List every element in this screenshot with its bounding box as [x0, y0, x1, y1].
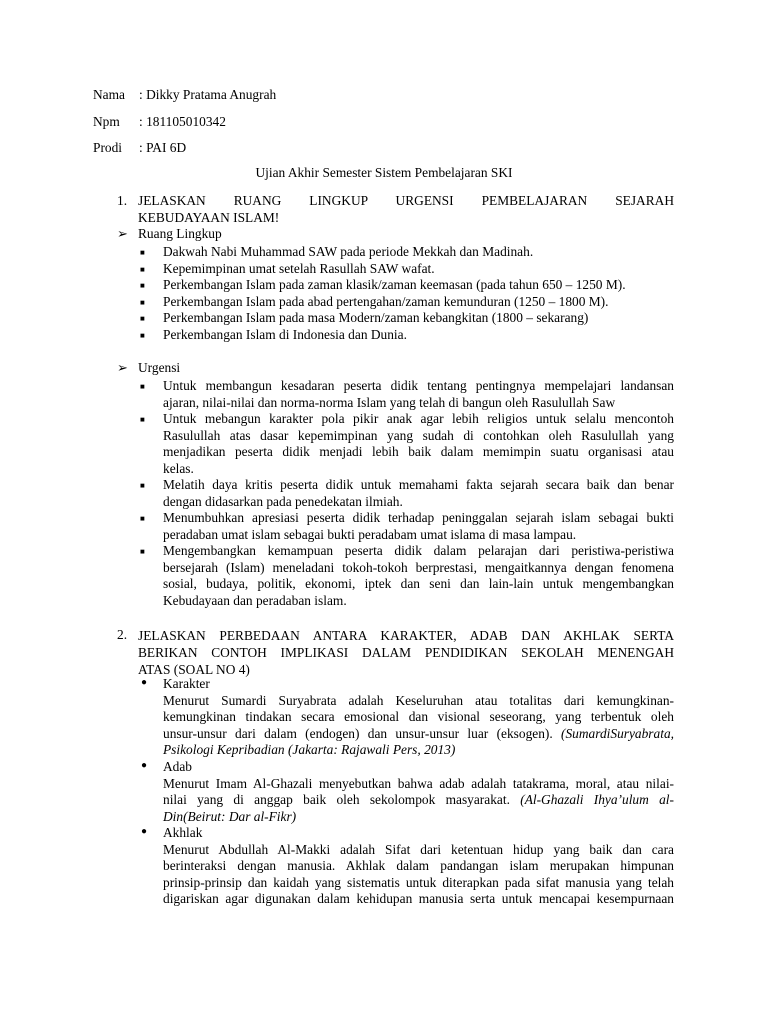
karakter-heading: Karakter	[163, 676, 210, 691]
question-2-line: BERIKAN CONTOH IMPLIKASI DALAM PENDIDIKAN SEKOLAH MENENGAH	[138, 645, 674, 660]
akhlak-section	[163, 825, 674, 908]
paragraph-line: berinteraksi dengan manusia. Akhlak dalam pandangan islam merupakan himpunan	[163, 858, 674, 874]
urgensi-heading: Urgensi	[138, 360, 181, 375]
list-item	[163, 378, 674, 411]
question-2-line: JELASKAN PERBEDAAN ANTARA KARAKTER, ADAB DAN AKHLAK SERTA	[138, 628, 674, 643]
item-line: Menumbuhkan apresiasi peserta didik terhadap peninggalan sejarah islam sebagai bukti	[163, 510, 674, 525]
prodi-label: Prodi	[93, 140, 123, 155]
item-line: Kebudayaan dan peradaban islam.	[163, 592, 347, 608]
list-item: Kepemimpinan umat setelah Rasullah SAW wafat.	[163, 261, 435, 276]
question-1-text	[138, 193, 674, 226]
paragraph-line: Menurut Imam Al-Ghazali menyebutkan bahwa adab adalah tatakrama, moral, atau nilai-	[163, 775, 674, 791]
round-bullet-icon: ●	[141, 760, 148, 771]
square-bullet-icon: ■	[140, 514, 145, 523]
list-item: Dakwah Nabi Muhammad SAW pada periode Mekkah dan Madinah.	[163, 244, 534, 259]
item-line: sosial, budaya, politik, ekonomi, iptek dan seni dan lain-lain untuk mengembangkan	[163, 576, 674, 592]
citation: Psikologi Kepribadian (Jakarta: Rajawali Pers, 2013)	[163, 742, 456, 758]
square-bullet-icon: ■	[140, 314, 145, 323]
paragraph-line: digariskan agar digunakan dalam kehidupan manusia serta untuk mencapai kesempurnaan	[163, 891, 674, 907]
round-bullet-icon: ●	[141, 826, 148, 837]
item-line: kelas.	[163, 460, 194, 476]
item-line: peradaban umat islam sebagai bukti peradabam umat islama di masa lampau.	[163, 526, 577, 542]
name-value: : Dikky Pratama Anugrah	[139, 87, 277, 102]
item-line: menjadikan peserta didik menjadi lebih baik dalam memimpin suatu organisasi atau	[163, 444, 674, 460]
square-bullet-icon: ■	[140, 481, 145, 490]
question-1-line: KEBUDAYAAN ISLAM!	[138, 209, 280, 225]
item-line: Untuk mebangun karakter pola pikir anak agar lebih religios untuk selalu mencontoh	[163, 411, 674, 426]
prodi-row	[93, 140, 186, 156]
square-bullet-icon: ■	[140, 415, 145, 424]
list-item	[163, 477, 674, 510]
item-line: bersejarah (Islam) meneladani tokoh-tokoh berprestasi, mengaitkannya dengan fenomena	[163, 559, 674, 575]
paragraph-line: kemungkinan tindakan secara emosional dan visional seseorang, yang terbentuk oleh	[163, 709, 674, 725]
list-item	[163, 411, 674, 477]
page-title: Ujian Akhir Semester Sistem Pembelajaran SKI	[255, 165, 513, 180]
question-2-line: ATAS (SOAL NO 4)	[138, 662, 250, 677]
text-run: nilai yang di anggap baik oleh sekolompok masyarakat.	[163, 792, 510, 808]
item-line: Melatih daya kritis peserta didik untuk memahami fakta sejarah secara baik dan benar	[163, 477, 674, 492]
npm-value: : 181105010342	[139, 114, 226, 129]
square-bullet-icon: ■	[140, 331, 145, 340]
name-row	[93, 87, 276, 103]
item-line: Mengembangkan kemampuan peserta didik dalam pelarajan dari peristiwa-peristiwa	[163, 543, 674, 558]
square-bullet-icon: ■	[140, 265, 145, 274]
square-bullet-icon: ■	[140, 248, 145, 257]
square-bullet-icon: ■	[140, 281, 145, 290]
item-line: Rasulullah atas dasar kepemimpinan yang sudah di contohkan oleh Rasulullah yang	[163, 427, 674, 443]
adab-section	[163, 759, 674, 825]
paragraph-line: Menurut Sumardi Suryabrata adalah Keseluruhan atau totalitas dari kemungkinan-	[163, 692, 674, 708]
akhlak-heading: Akhlak	[163, 825, 203, 840]
citation: (SumardiSuryabrata,	[561, 725, 674, 741]
text-run: unsur-unsur dari dalam (endogen) dan unsur-unsur luar (eksogen).	[163, 725, 553, 741]
paragraph-line: Menurut Abdullah Al-Makki adalah Sifat dari ketentuan hidup yang baik dan cara	[163, 841, 674, 857]
list-item: Perkembangan Islam pada zaman klasik/zaman keemasan (pada tahun 650 – 1250 M).	[163, 277, 626, 292]
list-item: Perkembangan Islam pada abad pertengahan/zaman kemunduran (1250 – 1800 M).	[163, 294, 609, 309]
arrow-bullet-icon: ➢	[117, 226, 128, 241]
citation: Din(Beirut: Dar al-Fikr)	[163, 808, 297, 824]
list-item	[163, 543, 674, 609]
paragraph-line: prinsip-prinsip dan kaidah yang sistematis untuk diterapkan pada sifat manusia yang telah	[163, 874, 674, 890]
paragraph-line	[163, 726, 674, 743]
prodi-value: : PAI 6D	[139, 140, 187, 155]
square-bullet-icon: ■	[140, 382, 145, 391]
question-1-line: JELASKAN RUANG LINGKUP URGENSI PEMBELAJARAN SEJARAH	[138, 193, 674, 208]
ruang-lingkup-heading: Ruang Lingkup	[138, 226, 222, 241]
npm-row	[93, 114, 226, 130]
adab-heading: Adab	[163, 759, 193, 774]
paragraph-line	[163, 792, 674, 809]
item-line: dengan didasarkan pada penedekatan ilmiah.	[163, 493, 403, 509]
karakter-section	[163, 676, 674, 759]
square-bullet-icon: ■	[140, 298, 145, 307]
item-line: Untuk membangun kesadaran peserta didik tentang pentingnya mempelajari landansan	[163, 378, 674, 393]
list-item	[163, 510, 674, 543]
question-1-number: 1.	[117, 193, 128, 208]
question-2-number: 2.	[117, 627, 128, 642]
question-2-text	[138, 627, 674, 678]
npm-label: Npm	[93, 114, 120, 129]
list-item: Perkembangan Islam di Indonesia dan Dunia.	[163, 327, 407, 342]
square-bullet-icon: ■	[140, 547, 145, 556]
round-bullet-icon: ●	[141, 677, 148, 688]
citation: (Al-Ghazali Ihya’ulum al-	[520, 792, 674, 808]
list-item: Perkembangan Islam pada masa Modern/zaman kebangkitan (1800 – sekarang)	[163, 310, 589, 325]
item-line: ajaran, nilai-nilai dan norma-norma Islam yang telah di bangun oleh Rasulullah Saw	[163, 394, 616, 410]
arrow-bullet-icon: ➢	[117, 360, 128, 375]
name-label: Nama	[93, 87, 125, 102]
